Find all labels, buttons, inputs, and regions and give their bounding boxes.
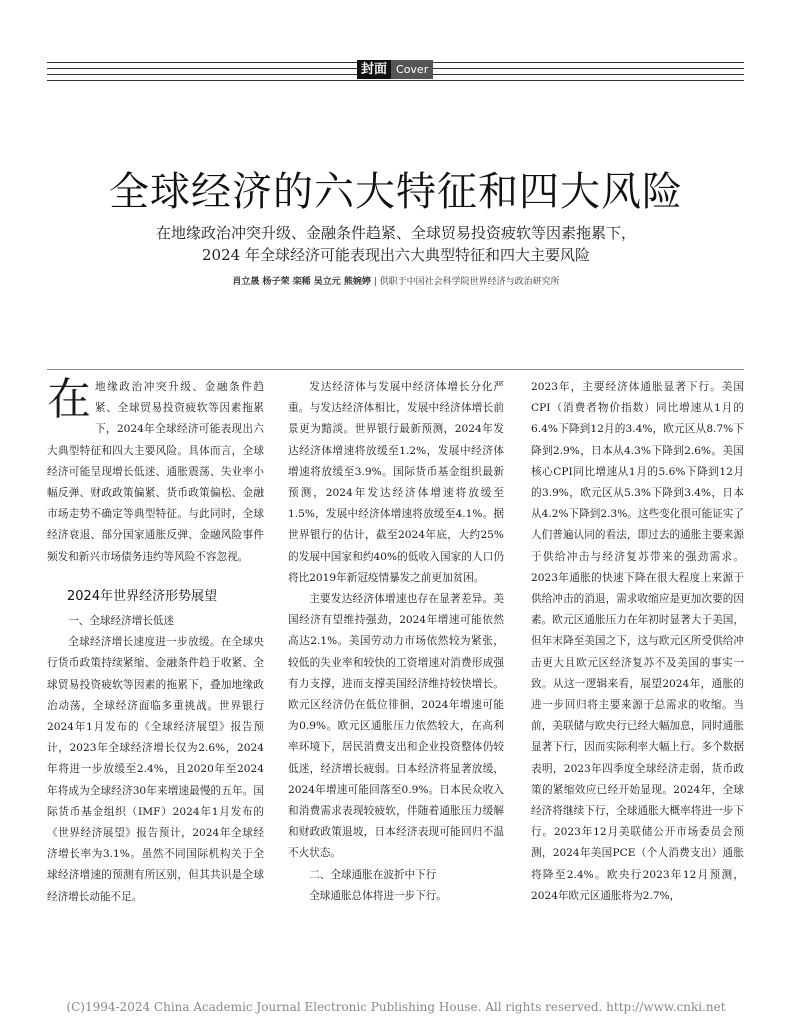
drop-cap: 在 (47, 374, 91, 425)
intro-paragraph: 在地缘政治冲突升级、金融条件趋紧、全球贸易投资疲软等因素拖累下，2024年全球经济可能表现出六大典型特征和四大主要风险。具体而言，全球经济可能呈现增长低迷、通胀震荡、失业率小幅反弹、财政政策偏紧、货币政策偏松、金融市场走势不确定等典型特征。与此同时，全球经济衰退、部分国家通胀反弹、金融风险事件频发和新兴市场债务违约等风险不容忽视。 (47, 374, 264, 563)
header-rule (47, 80, 744, 81)
paragraph: 2023年，主要经济体通胀显著下行。美国CPI（消费者物价指数）同比增速从1月的6.4%下降到12月的3.4%，欧元区从8.7%下降到2.9%，日本从4.3%下降到2.6%。美国核心CPI同比增速从1月的5.6%下降到12月的3.9%，欧元区从5.3%下降到3.4%，日本从4.2%下降到2.3%。这些变化很可能证实了人们普遍认同的看法，即过去的通胀主要来源于供给冲击与经济复苏带来的强劲需求。2023年通胀的快速下降在很大程度上来源于供给冲击的消退，需求收缩应是更加次要的因素。欧元区通胀压力在年初时显著大于美国，但年末降至美国之下，这与欧元区所受供给冲击更大且欧元区经济复苏不及美国的事实一致。从这一逻辑来看，展望2024年，通胀的进一步回归将主要来源于总需求的收缩。当前，美联储与欧央行已经大幅加息，同时通胀显著下行，因而实际利率大幅上行。多个数据表明，2023年四季度全球经济走弱，货币政策的紧缩效应已经开始显现。2024年，全球经济将继续下行，全球通胀大概率将进一步下行。2023年12月美联储公开市场委员会预测，2024年美国PCE（个人消费支出）通胀将降至2.4%。欧央行2023年12月预测，2024年欧元区通胀将为2.7%， (531, 381, 744, 902)
byline (0, 274, 792, 287)
section-heading: 2024年世界经济形势展望 (67, 588, 218, 604)
column-2 (288, 377, 504, 907)
paragraph: 全球经济增长速度进一步放缓。在全球央行货币政策持续紧缩、金融条件趋于收紧、全球贸易投资疲软等因素的拖累下，叠加地缘政治动荡，全球经济面临多重挑战。世界银行2024年1月发布的《全球经济展望》报告预计，2023年全球经济增长仅为2.6%，2024年将进一步放缓至2.4%，且2020年至2024年将成为全球经济30年来增速最慢的五年。国际货币基金组织（IMF）2024年1月发布的《世界经济展望》报告预计，2024年全球经济增长率为3.1%。虽然不同国际机构关于全球经济增速的预测有所区别，但其共识是全球经济增长动能不足。 (47, 636, 264, 903)
subsection-heading: 一、全球经济增长低迷 (68, 615, 175, 628)
column-3 (531, 377, 744, 907)
byline-authors: 肖立晟 杨子荣 栾稀 吴立元 熊婉婷 (232, 277, 371, 287)
column-1 (47, 374, 264, 908)
article-title: 全球经济的六大特征和四大风险 (109, 169, 683, 215)
copyright-footer: (C)1994-2024 China Academic Journal Electronic Publishing House. All rights reserved. http://www.cnki.net (66, 1000, 726, 1014)
subtitle-line: 在地缘政治冲突升级、金融条件趋紧、全球贸易投资疲软等因素拖累下， (155, 224, 636, 242)
section-tag-cn: 封面 (357, 60, 391, 79)
article-subtitle (100, 222, 692, 266)
paragraph: 主要发达经济体增速也存在显著差异。美国经济有望维持强劲，2024年增速可能依然高达2.1%。美国劳动力市场依然较为紧张，较低的失业率和较快的工资增速对消费形成强有力支撑，进而支撑美国经济维持较快增长。欧元区经济仍在低位徘徊，2024年增速可能为0.9%。欧元区通胀压力依然较大，在高利率环境下，居民消费支出和企业投资整体仍较低迷，经济增长疲弱。日本经济将显著放缓，2024年增速可能回落至0.9%。日本民众收入和消费需求表现较疲软，伴随着通胀压力缓解和财政政策退坡，日本经济表现可能回归不温不火状态。 (288, 593, 504, 860)
paragraph: 发达经济体与发展中经济体增长分化严重。与发达经济体相比，发展中经济体增长前景更为黯淡。世界银行最新预测，2024年发达经济体增速将放缓至1.2%，发展中经济体增速将放缓至3.9%。国际货币基金组织最新预测，2024年发达经济体增速将放缓至1.5%，发展中经济体增速将放缓至4.1%。据世界银行的估计，截至2024年底，大约25%的发展中国家和约40%的低收入国家的人口仍将比2019年新冠疫情暴发之前更加贫困。 (288, 381, 504, 584)
subsection-heading: 二、全球通胀在波折中下行 (309, 868, 437, 881)
section-tag (357, 60, 433, 79)
byline-affiliation: | 供职于中国社会科学院世界经济与政治研究所 (373, 277, 560, 287)
section-tag-en: Cover (391, 60, 433, 79)
body-top-rule (47, 369, 744, 370)
paragraph: 全球通胀总体将进一步下行。 (309, 889, 447, 902)
subtitle-line: 2024 年全球经济可能表现出六大典型特征和四大主要风险 (202, 246, 590, 264)
